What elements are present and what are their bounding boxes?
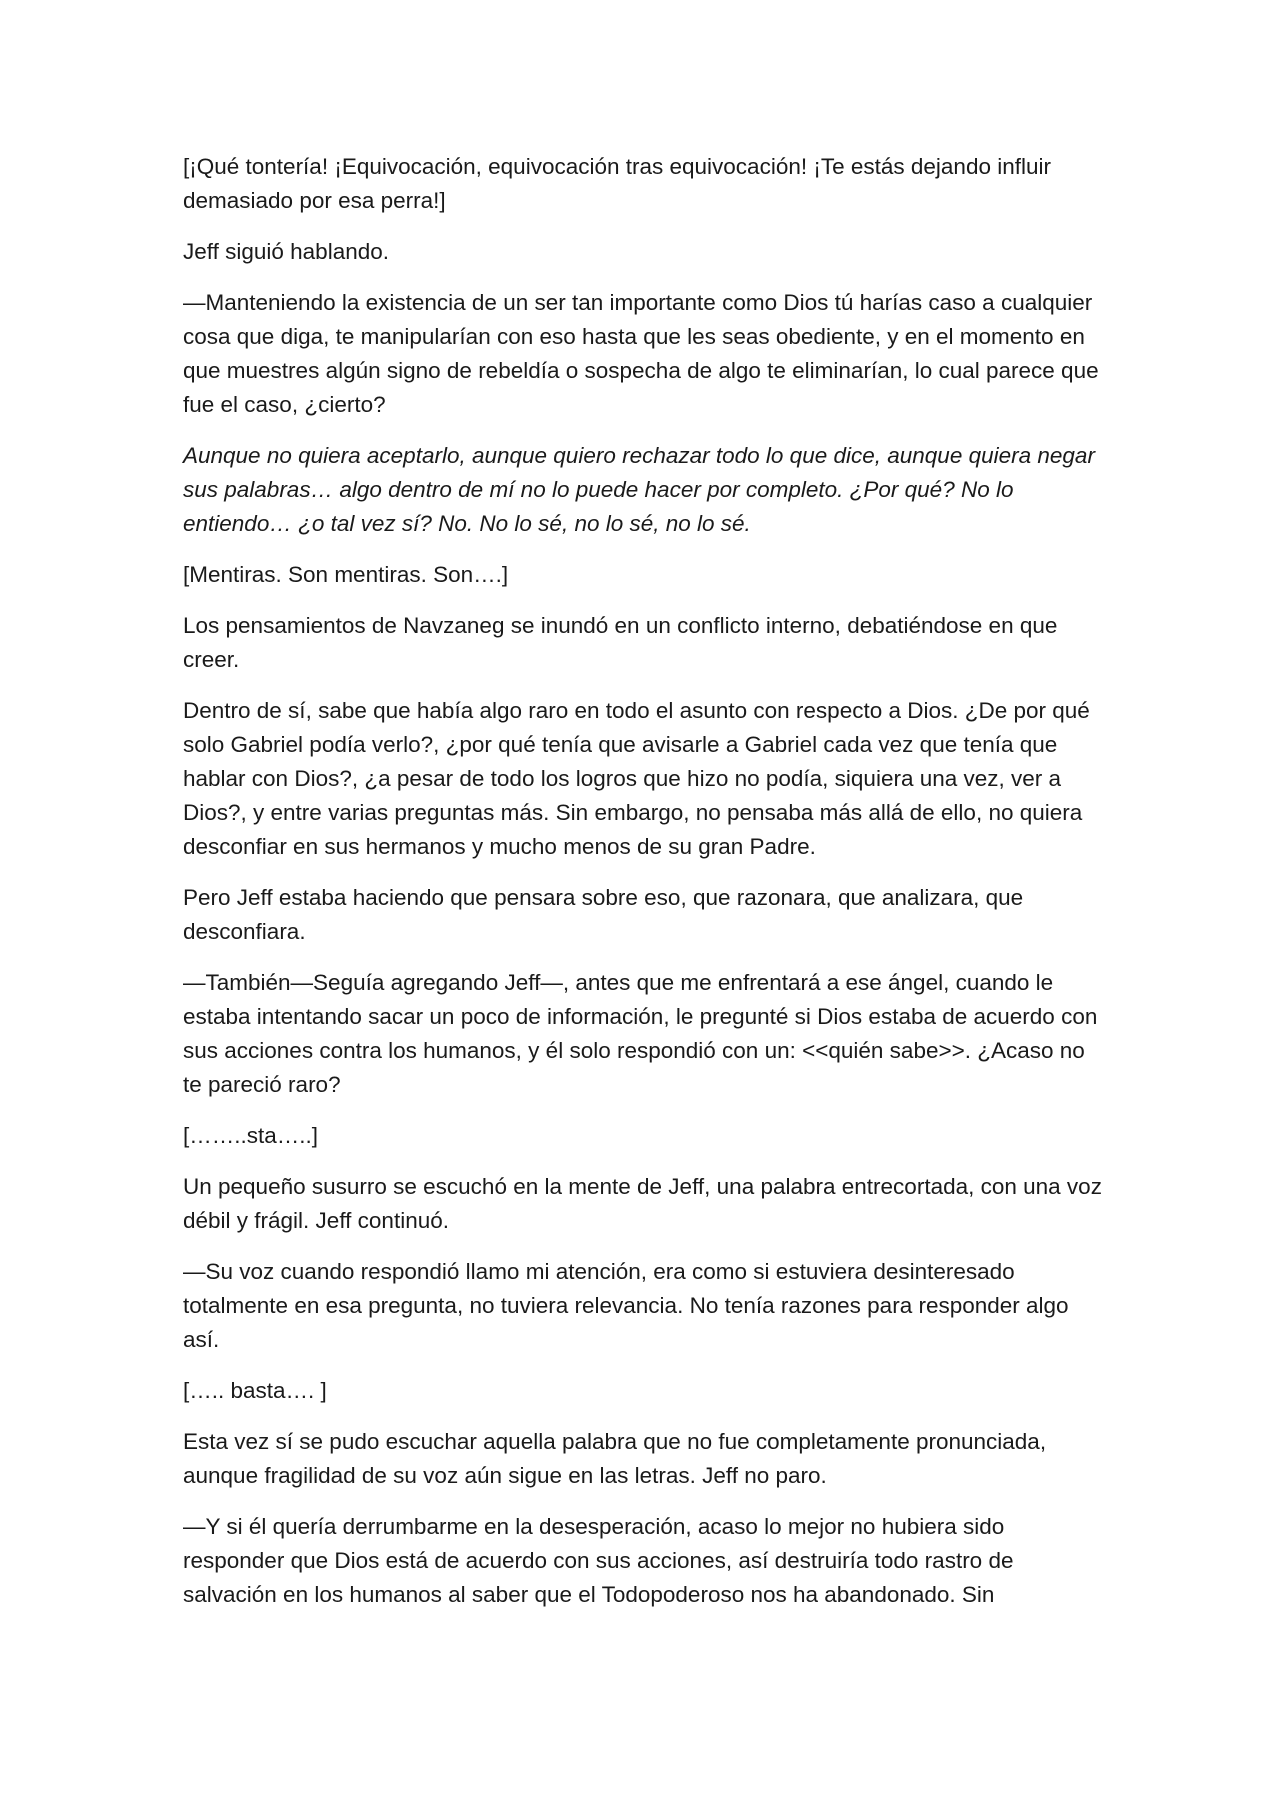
paragraph-5: [Mentiras. Son mentiras. Son….] [183,562,509,587]
paragraph-9: —También—Seguía agregando Jeff—, antes que me enfrentará a ese ángel, cuando le estaba intentando sacar un poco de información, le pregunté si Dios estaba de acuerdo con sus acciones contra los humanos, y él solo respondió con un: <<quién sabe>>. ¿Acaso no te pareció raro? [183,970,1098,1097]
paragraph-12: —Su voz cuando respondió llamo mi atención, era como si estuviera desinteresado totalmente en esa pregunta, no tuviera relevancia. No tenía razones para responder algo así. [183,1259,1069,1352]
paragraph-11: Un pequeño susurro se escuchó en la mente de Jeff, una palabra entrecortada, con una voz débil y frágil. Jeff continuó. [183,1174,1102,1233]
document-page [183,150,1103,1629]
paragraph-2: Jeff siguió hablando. [183,239,389,264]
paragraph-3: —Manteniendo la existencia de un ser tan importante como Dios tú harías caso a cualquier cosa que diga, te manipularían con eso hasta que les seas obediente, y en el momento en que muestres algún signo de rebeldía o sospecha de algo te eliminarían, lo cual parece que fue el caso, ¿cierto? [183,290,1099,417]
paragraph-14: Esta vez sí se pudo escuchar aquella palabra que no fue completamente pronunciada, aunque fragilidad de su voz aún sigue en las letras. Jeff no paro. [183,1429,1047,1488]
paragraph-7: Dentro de sí, sabe que había algo raro en todo el asunto con respecto a Dios. ¿De por qué solo Gabriel podía verlo?, ¿por qué tenía que avisarle a Gabriel cada vez que tenía que hablar con Dios?, ¿a pesar de todo los logros que hizo no podía, siquiera una vez, ver a Dios?, y entre varias preguntas más. Sin embargo, no pensaba más allá de ello, no quiera desconfiar en sus hermanos y mucho menos de su gran Padre. [183,698,1090,859]
paragraph-15: —Y si él quería derrumbarme en la desesperación, acaso lo mejor no hubiera sido responder que Dios está de acuerdo con sus acciones, así destruiría todo rastro de salvación en los humanos al saber que el Todopoderoso nos ha abandonado. Sin [183,1514,1014,1607]
paragraph-10: [……..sta…..] [183,1123,319,1148]
paragraph-8: Pero Jeff estaba haciendo que pensara sobre eso, que razonara, que analizara, que desconfiara. [183,885,1024,944]
paragraph-13: [….. basta…. ] [183,1378,327,1403]
paragraph-4-italic-thought: Aunque no quiera aceptarlo, aunque quiero rechazar todo lo que dice, aunque quiera negar sus palabras… algo dentro de mí no lo puede hacer por completo. ¿Por qué? No lo entiendo… ¿o tal vez sí? No. No lo sé, no lo sé, no lo sé. [183,443,1095,536]
paragraph-6: Los pensamientos de Navzaneg se inundó en un conflicto interno, debatiéndose en que creer. [183,613,1058,672]
paragraph-1: [¡Qué tontería! ¡Equivocación, equivocación tras equivocación! ¡Te estás dejando influir demasiado por esa perra!] [183,154,1051,213]
